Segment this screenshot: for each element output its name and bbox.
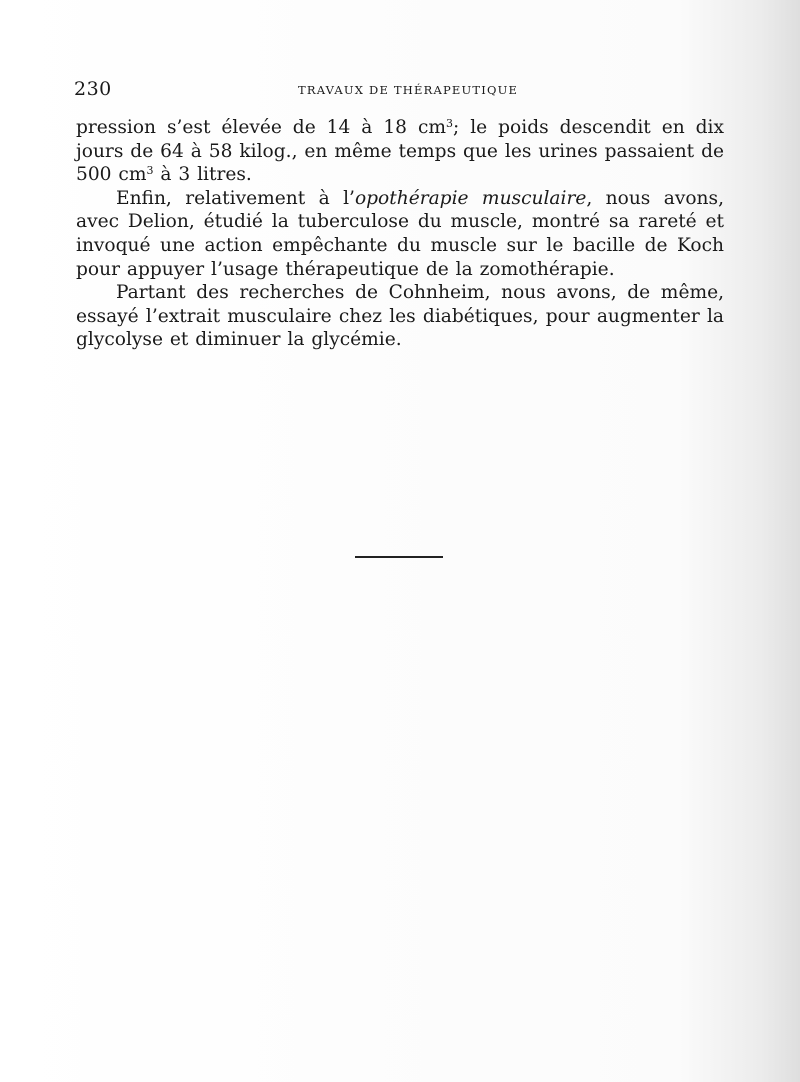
paragraph-2 <box>76 187 724 281</box>
page-number: 230 <box>74 78 112 100</box>
superscript-cubic-1: 3 <box>446 117 454 130</box>
paragraph-3: Partant des recherches de Cohnheim, nous avons, de même, essayé l’extrait musculaire chez les diabétiques, pour augmenter la glycolyse et diminuer la glycémie. <box>76 282 724 351</box>
superscript-cubic-2: 3 <box>146 164 154 178</box>
running-header <box>74 78 724 102</box>
paragraph-2-italic: opothérapie musculaire <box>354 187 587 209</box>
paragraph-1 <box>76 116 724 187</box>
body-text <box>76 116 724 352</box>
paragraph-2-text-a: Enfin, relativement à l’ <box>116 187 355 209</box>
end-rule-divider <box>355 556 443 558</box>
running-title: TRAVAUX DE THÉRAPEUTIQUE <box>298 83 519 97</box>
paragraph-1-text-c: à 3 litres. <box>153 164 252 186</box>
paragraph-1-text-a: pression s’est élevée de 14 à 18 cm <box>76 117 447 138</box>
paragraph-1-text-b: ; le poids descendit en dix jours de 64 à 58 kilog., en même temps que les urines passaient de 500 cm <box>76 117 724 186</box>
paragraph-2-text-b: , nous avons, avec Delion, étudié la tuberculose du muscle, montré sa rareté et invoqué une action empêchante du muscle sur le bacille de Koch pour appuyer l’usage thérapeutique de la zomothérapie. <box>76 187 724 280</box>
